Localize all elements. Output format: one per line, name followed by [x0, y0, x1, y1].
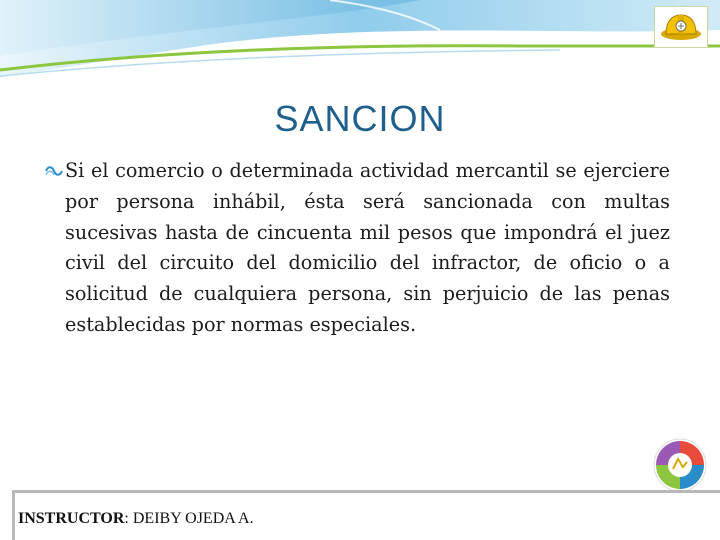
footer-rule-left [12, 490, 15, 540]
hard-hat-logo-icon [658, 10, 704, 44]
circular-emblem-icon [652, 437, 708, 493]
slide-title [0, 98, 720, 140]
bullet-paragraph [44, 156, 670, 341]
footer-separator: : [124, 510, 133, 527]
wave-bullet-icon [44, 162, 64, 180]
slide-title-text: SANCION [274, 98, 446, 139]
header-decoration [0, 0, 720, 90]
top-logo [654, 6, 708, 48]
footer-rule [12, 490, 720, 493]
footer-instructor [18, 510, 254, 528]
bullet-text: Si el comercio o determinada actividad mercantil se ejerciere por persona inhábil, ésta será sancionada con multas sucesivas hasta de cincuenta mil pesos que impondrá el juez civil del circuito del domicilio del infractor, de oficio o a solicitud de cualquiera persona, sin perjuicio de las penas establecidas por normas especiales. [65, 159, 670, 336]
footer-name: DEIBY OJEDA A. [132, 510, 254, 527]
footer-label: INSTRUCTOR [18, 510, 125, 527]
